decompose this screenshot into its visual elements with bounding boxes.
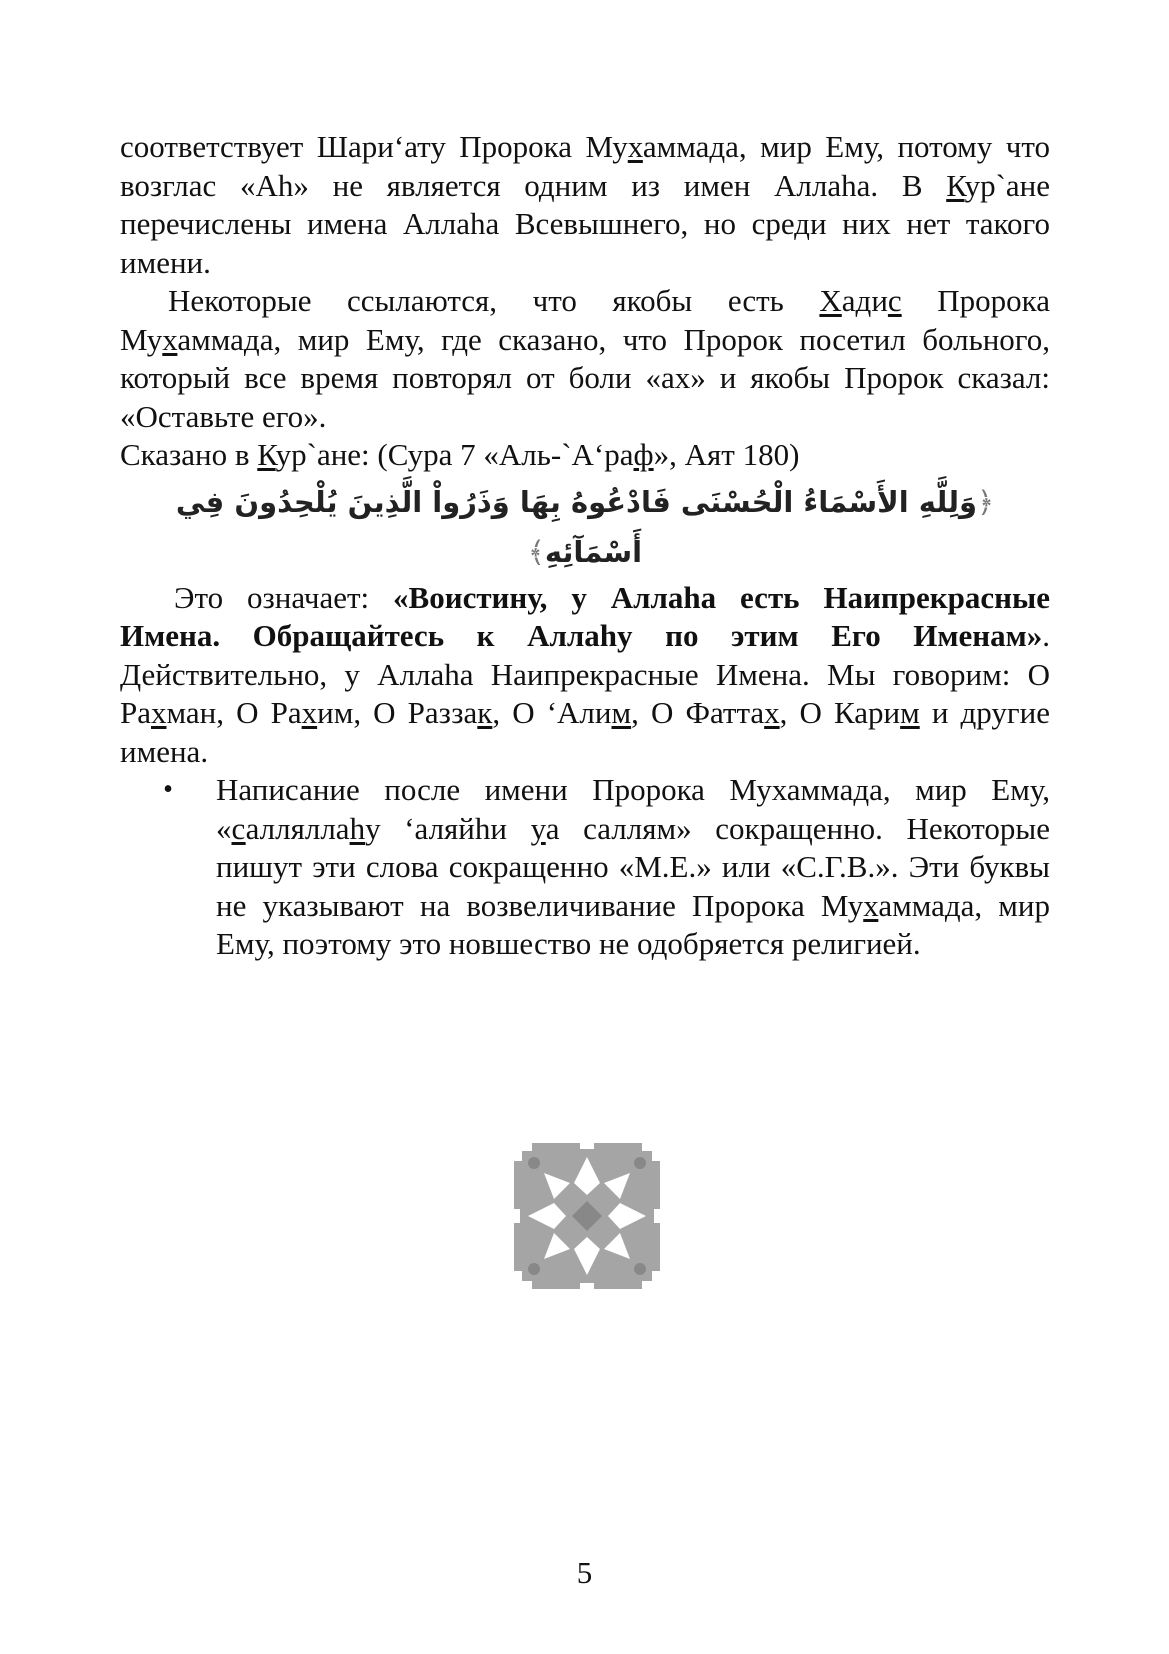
bullet-marker: • [163,774,173,805]
ayah-bracket-close: ﴾ [527,534,545,569]
underlined-letter: с [231,810,246,846]
underlined-letter: h [349,810,366,846]
bold-translation: «Воистину, у Аллаhа есть Наипрекрасные Имена. Обращайтесь к Аллаhу по этим Его Именам» [120,579,1050,653]
underlined-letter: ф [633,437,654,472]
underlined-letter: х [764,695,780,730]
page-number: 5 [576,1555,593,1590]
underlined-letter: Х [819,283,842,318]
underlined-letter: К [257,437,276,472]
underlined-letter: К [946,167,965,203]
text-run: », Аят 180) [653,437,800,472]
text-run: им, О Разза [317,695,478,730]
text-run: соответствует Шари‘ату Пророка Му [120,129,628,164]
underlined-letter: х [151,695,167,730]
text-run: аммада, мир Ему, поэтому это новшество не одобряется религией. [216,887,1051,961]
text-run: Сказано в [120,437,258,472]
text-run: аллялла [245,810,350,846]
underlined-letter: х [863,887,879,923]
text-run: Пророка Му [120,283,1050,357]
text-run: Некоторые ссылаются, что якобы есть [168,283,820,318]
text-run: аммада, мир Ему, потому что возглас «Аh» не является одним из имен Аллаhа. В [120,129,1050,203]
text-run: ади [841,283,888,318]
ayah-bracket-open: ﴿ [977,484,995,519]
underlined-letter: м [900,695,920,730]
text-run: Это означает: [174,579,394,615]
quran-ayah-image [120,477,1050,577]
underlined-letter: у [530,810,546,846]
text-run: и другие имена. [120,695,1050,769]
underlined-letter: х [627,129,643,164]
text-run: ман, О Ра [166,695,302,730]
text-run: ур`ане перечислены имена Аллаhа Всевышнего, но среди них нет такого имени. [120,167,1050,280]
ayah-text: وَلِلَّهِ الأَسْمَاءُ الْحُسْنَى فَادْعُوهُ بِهَا وَذَرُواْ الَّذِينَ يُلْحِدُونَ فِي أَسْمَآئِهِ [175,484,978,569]
text-run: Написание после имени Пророка Мухаммада, мир Ему, « [216,772,1050,846]
text-run: , О Фатта [631,695,765,730]
paragraph-3 [120,436,1050,475]
text-run: ур`ане: (Сура 7 «Аль-`А‘ра [275,437,634,472]
text-run: у ‘аляйhи [365,810,531,846]
paragraph-4 [120,579,1050,772]
text-run: аммада, мир Ему, где сказано, что Пророк посетил больного, который все время повторял от боли «ах» и якобы Пророк сказал: «Оставьте его». [120,321,1050,434]
underlined-letter: х [162,321,178,357]
underlined-letter: к [477,695,493,730]
bullet-text [216,771,1050,964]
paragraph-2 [120,282,1050,436]
text-run: , О Кари [779,695,901,730]
text-run: . Действительно, у Аллаhа Наипрекрасные Имена. Мы говорим: О Ра [120,618,1050,730]
underlined-letter: х [301,695,318,730]
underlined-letter: м [611,695,632,730]
page-body [120,128,1050,964]
underlined-letter: с [887,283,902,318]
bullet-list-item [120,771,1050,964]
text-run: а саллям» сокращенно. Некоторые пишут эти слова сокращенно «М.Е.» или «С.Г.В.». Эти буквы не указывают на возвеличивание Пророка Му [216,810,1050,923]
paragraph-1 [120,128,1050,282]
text-run: , О ‘Али [492,695,612,730]
islamic-geometric-ornament-icon [514,1143,660,1289]
